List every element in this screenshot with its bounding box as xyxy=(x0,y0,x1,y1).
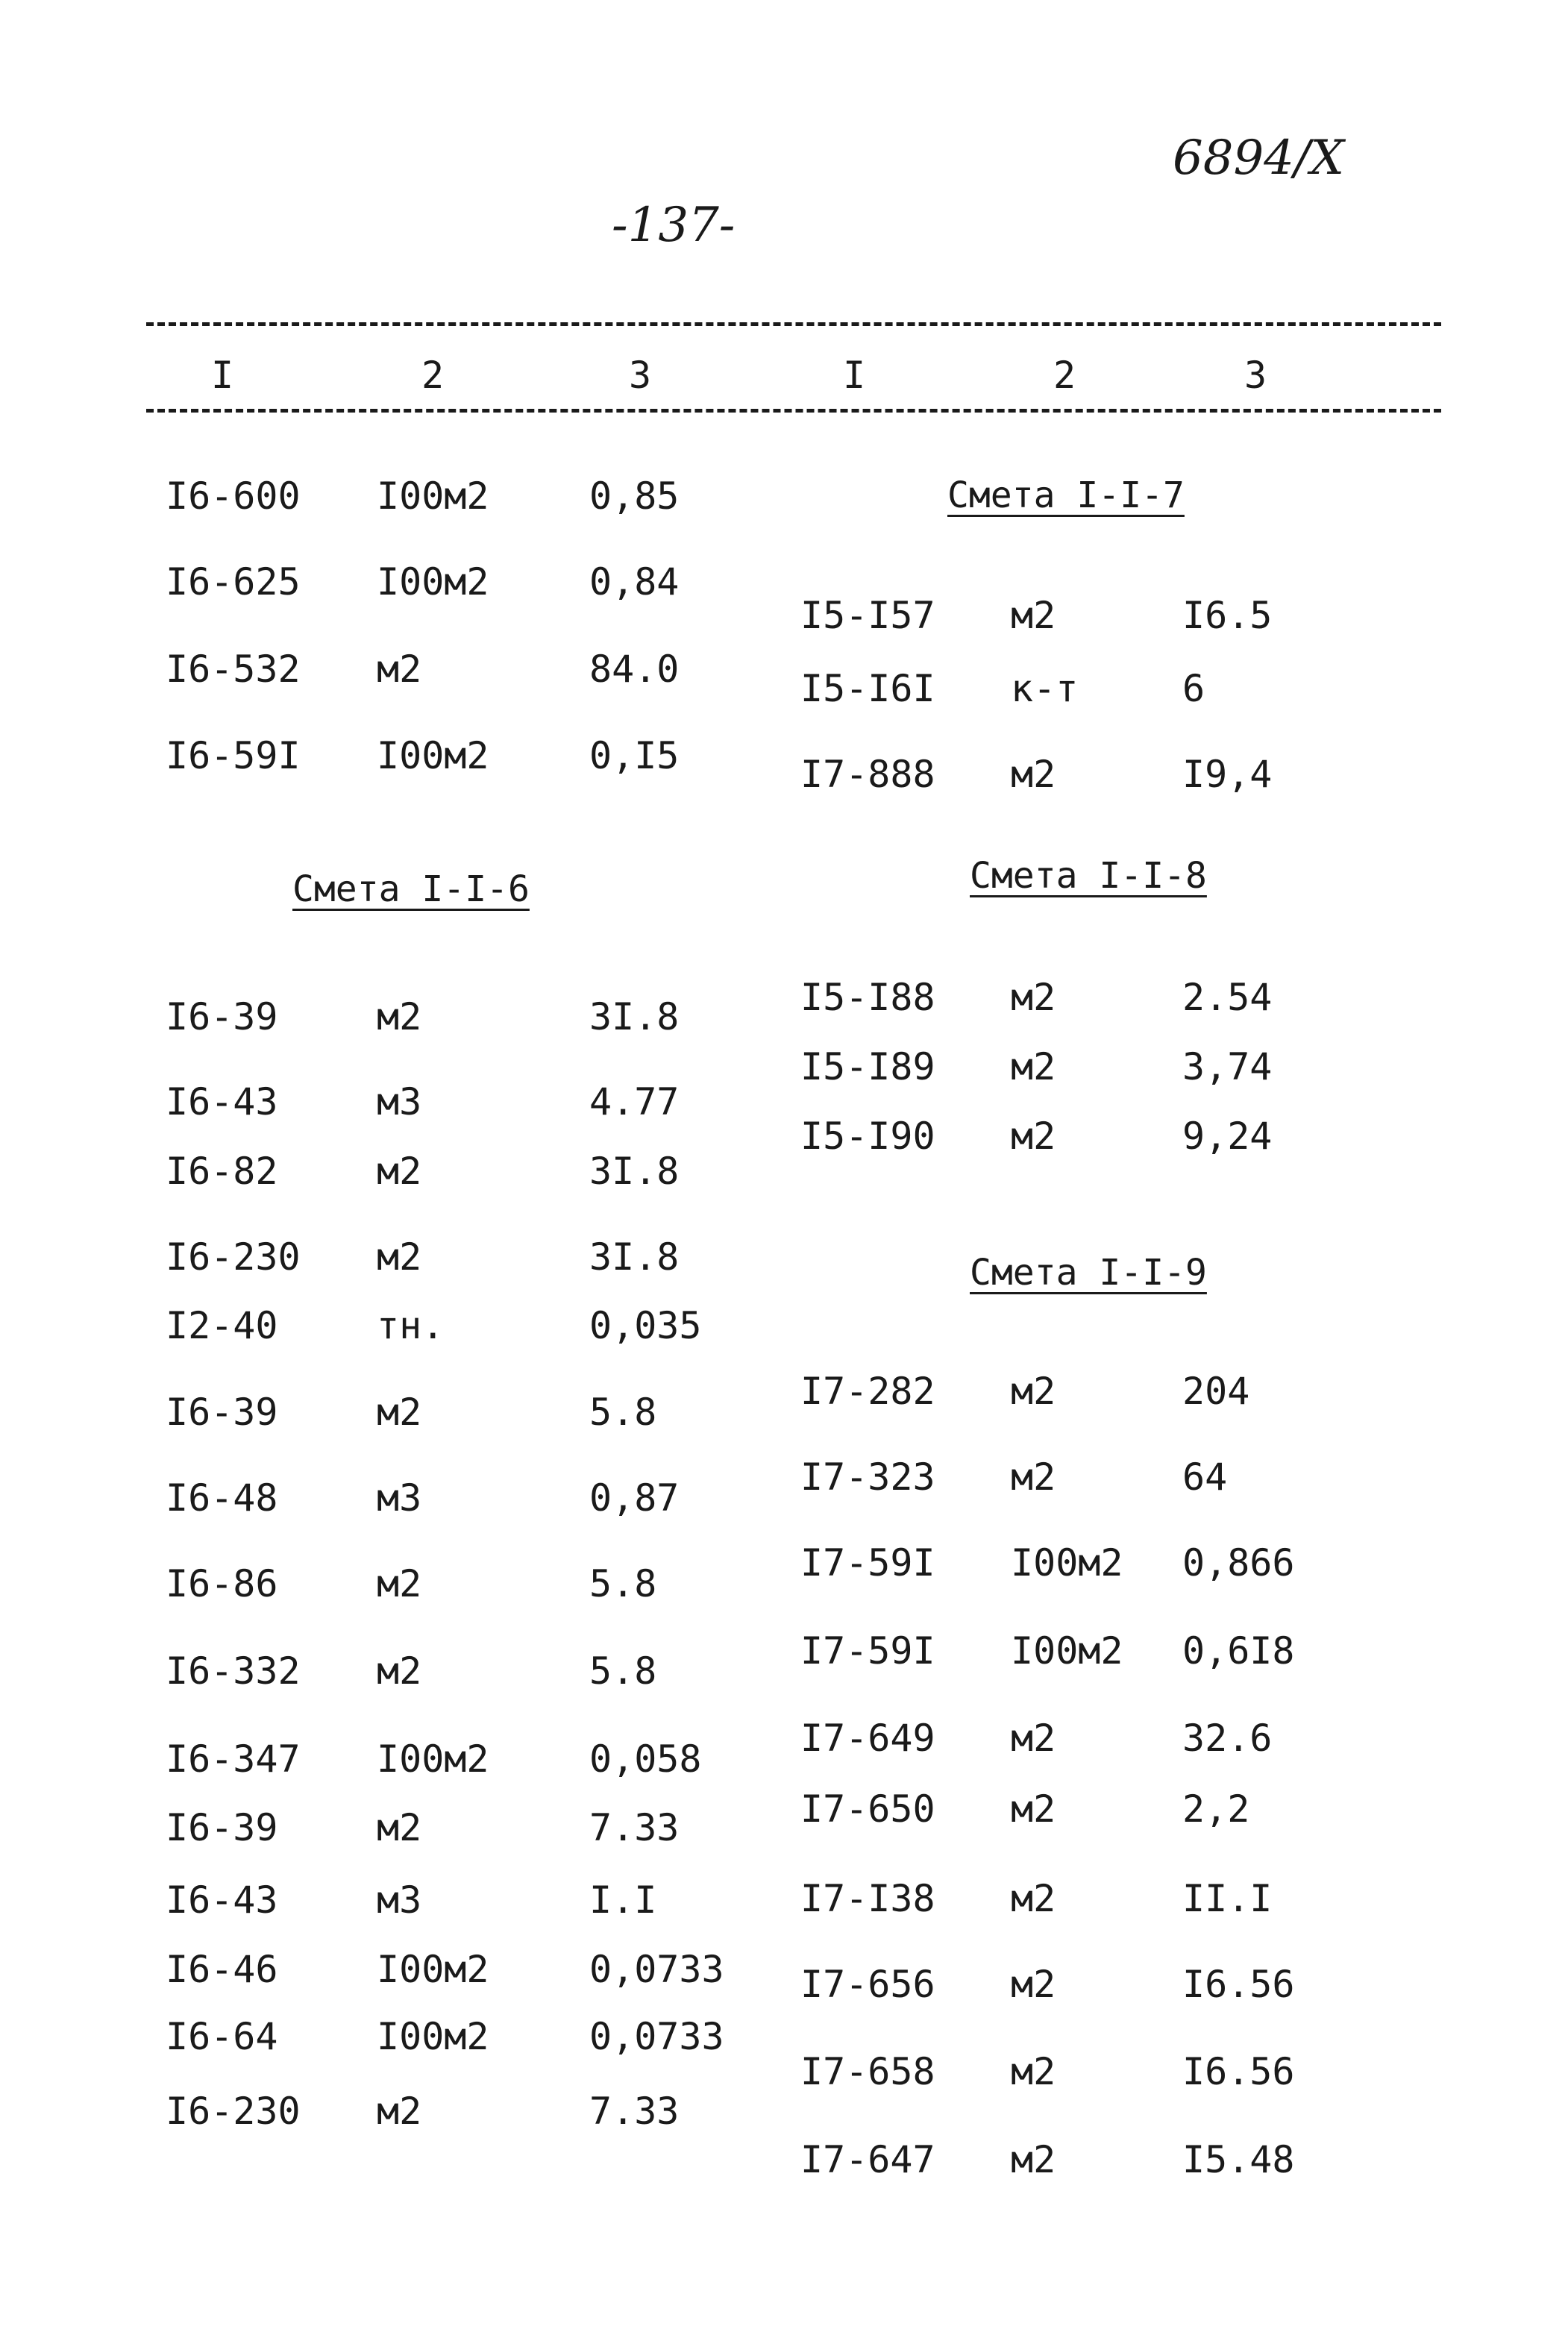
cell-unit: м2 xyxy=(1011,2050,1056,2093)
cell-qty: 64 xyxy=(1182,1455,1228,1499)
section-title-smeta-9: Смета I-I-9 xyxy=(970,1252,1207,1294)
cell-unit: м2 xyxy=(1011,753,1056,796)
section-title-smeta-8: Смета I-I-8 xyxy=(970,855,1207,897)
cell-code: I7-323 xyxy=(800,1455,935,1499)
cell-code: I7-647 xyxy=(800,2138,935,2181)
cell-qty: 5.8 xyxy=(589,1391,657,1434)
cell-code: I6-86 xyxy=(166,1562,278,1605)
cell-code: I5-I6I xyxy=(800,667,935,710)
section-title-smeta-7: Смета I-I-7 xyxy=(947,474,1185,516)
cell-unit: м2 xyxy=(1011,1455,1056,1499)
cell-code: I7-656 xyxy=(800,1963,935,2006)
cell-qty: 0,035 xyxy=(589,1304,702,1347)
cell-unit: I00м2 xyxy=(377,1737,489,1781)
page-number: -137- xyxy=(612,198,736,253)
cell-qty: 0,85 xyxy=(589,474,680,518)
cell-qty: 3I.8 xyxy=(589,1150,680,1193)
cell-qty: 3I.8 xyxy=(589,995,680,1038)
cell-code: I7-888 xyxy=(800,753,935,796)
cell-qty: 0,0733 xyxy=(589,1948,724,1991)
cell-qty: 3,74 xyxy=(1182,1045,1273,1088)
header-col-1-left: I xyxy=(211,354,234,397)
cell-unit: м2 xyxy=(1011,1115,1056,1158)
cell-qty: I5.48 xyxy=(1182,2138,1295,2181)
cell-unit: м2 xyxy=(1011,1370,1056,1413)
cell-unit: м2 xyxy=(1011,1877,1056,1920)
cell-code: I6-39 xyxy=(166,995,278,1038)
cell-code: I5-I57 xyxy=(800,594,935,637)
header-col-1-right: I xyxy=(843,354,866,397)
cell-unit: м2 xyxy=(377,2090,422,2133)
cell-qty: 9,24 xyxy=(1182,1115,1273,1158)
cell-qty: I9,4 xyxy=(1182,753,1273,796)
cell-code: I5-I88 xyxy=(800,976,935,1019)
cell-unit: м2 xyxy=(1011,1787,1056,1831)
cell-code: I7-649 xyxy=(800,1717,935,1760)
cell-unit: м2 xyxy=(377,648,422,691)
cell-code: I7-I38 xyxy=(800,1877,935,1920)
cell-qty: 0,0733 xyxy=(589,2015,724,2058)
cell-qty: 7.33 xyxy=(589,2090,680,2133)
cell-code: I6-625 xyxy=(166,560,301,604)
cell-code: I7-650 xyxy=(800,1787,935,1831)
header-col-3-right: 3 xyxy=(1244,354,1267,397)
cell-unit: I00м2 xyxy=(377,2015,489,2058)
cell-qty: I6.56 xyxy=(1182,1963,1295,2006)
cell-code: I5-I90 xyxy=(800,1115,935,1158)
cell-qty: I6.5 xyxy=(1182,594,1273,637)
cell-unit: м2 xyxy=(377,1562,422,1605)
cell-code: I6-82 xyxy=(166,1150,278,1193)
cell-code: I7-658 xyxy=(800,2050,935,2093)
cell-unit: м3 xyxy=(377,1476,422,1520)
cell-unit: I00м2 xyxy=(377,1948,489,1991)
cell-qty: 204 xyxy=(1182,1370,1250,1413)
header-col-3-left: 3 xyxy=(629,354,652,397)
cell-unit: м2 xyxy=(1011,976,1056,1019)
cell-code: I6-48 xyxy=(166,1476,278,1520)
archive-number: 6894/X xyxy=(1173,131,1344,186)
cell-code: I7-59I xyxy=(800,1629,935,1673)
cell-unit: м3 xyxy=(377,1878,422,1922)
cell-unit: I00м2 xyxy=(1011,1629,1123,1673)
cell-code: I2-40 xyxy=(166,1304,278,1347)
header-rule-top xyxy=(146,322,1441,326)
cell-code: I6-64 xyxy=(166,2015,278,2058)
cell-qty: 6 xyxy=(1182,667,1205,710)
cell-qty: 3I.8 xyxy=(589,1235,680,1279)
header-col-2-left: 2 xyxy=(421,354,445,397)
cell-qty: 7.33 xyxy=(589,1806,680,1849)
cell-code: I6-46 xyxy=(166,1948,278,1991)
cell-qty: 0,866 xyxy=(1182,1541,1295,1585)
cell-unit: м2 xyxy=(377,995,422,1038)
cell-code: I6-532 xyxy=(166,648,301,691)
cell-unit: м2 xyxy=(1011,2138,1056,2181)
cell-qty: 0,6I8 xyxy=(1182,1629,1295,1673)
section-title-smeta-6: Смета I-I-6 xyxy=(292,868,530,910)
cell-unit: м2 xyxy=(1011,594,1056,637)
cell-qty: 0,84 xyxy=(589,560,680,604)
cell-qty: 84.0 xyxy=(589,648,680,691)
cell-unit: I00м2 xyxy=(377,734,489,777)
cell-qty: I.I xyxy=(589,1878,657,1922)
cell-unit: м2 xyxy=(377,1150,422,1193)
cell-unit: м2 xyxy=(377,1806,422,1849)
cell-code: I6-347 xyxy=(166,1737,301,1781)
header-rule-bottom xyxy=(146,409,1441,413)
cell-unit: м2 xyxy=(1011,1717,1056,1760)
cell-code: I6-39 xyxy=(166,1806,278,1849)
cell-code: I6-43 xyxy=(166,1878,278,1922)
cell-qty: 5.8 xyxy=(589,1649,657,1693)
cell-qty: 5.8 xyxy=(589,1562,657,1605)
cell-unit: м2 xyxy=(377,1391,422,1434)
cell-qty: 0,87 xyxy=(589,1476,680,1520)
cell-code: I6-59I xyxy=(166,734,301,777)
cell-code: I7-59I xyxy=(800,1541,935,1585)
cell-unit: I00м2 xyxy=(377,474,489,518)
cell-qty: I6.56 xyxy=(1182,2050,1295,2093)
cell-qty: 32.6 xyxy=(1182,1717,1273,1760)
cell-unit: тн. xyxy=(377,1304,445,1347)
cell-code: I6-332 xyxy=(166,1649,301,1693)
cell-unit: м2 xyxy=(1011,1963,1056,2006)
cell-unit: I00м2 xyxy=(377,560,489,604)
cell-unit: м2 xyxy=(377,1649,422,1693)
cell-qty: 2,2 xyxy=(1182,1787,1250,1831)
cell-unit: I00м2 xyxy=(1011,1541,1123,1585)
cell-code: I6-230 xyxy=(166,2090,301,2133)
cell-code: I7-282 xyxy=(800,1370,935,1413)
cell-unit: м3 xyxy=(377,1080,422,1123)
cell-qty: II.I xyxy=(1182,1877,1273,1920)
cell-qty: 0,I5 xyxy=(589,734,680,777)
cell-qty: 2.54 xyxy=(1182,976,1273,1019)
cell-unit: к-т xyxy=(1011,667,1079,710)
cell-code: I6-600 xyxy=(166,474,301,518)
cell-code: I6-230 xyxy=(166,1235,301,1279)
cell-qty: 0,058 xyxy=(589,1737,702,1781)
header-col-2-right: 2 xyxy=(1053,354,1076,397)
cell-unit: м2 xyxy=(1011,1045,1056,1088)
cell-code: I6-43 xyxy=(166,1080,278,1123)
cell-unit: м2 xyxy=(377,1235,422,1279)
cell-code: I5-I89 xyxy=(800,1045,935,1088)
cell-qty: 4.77 xyxy=(589,1080,680,1123)
cell-code: I6-39 xyxy=(166,1391,278,1434)
